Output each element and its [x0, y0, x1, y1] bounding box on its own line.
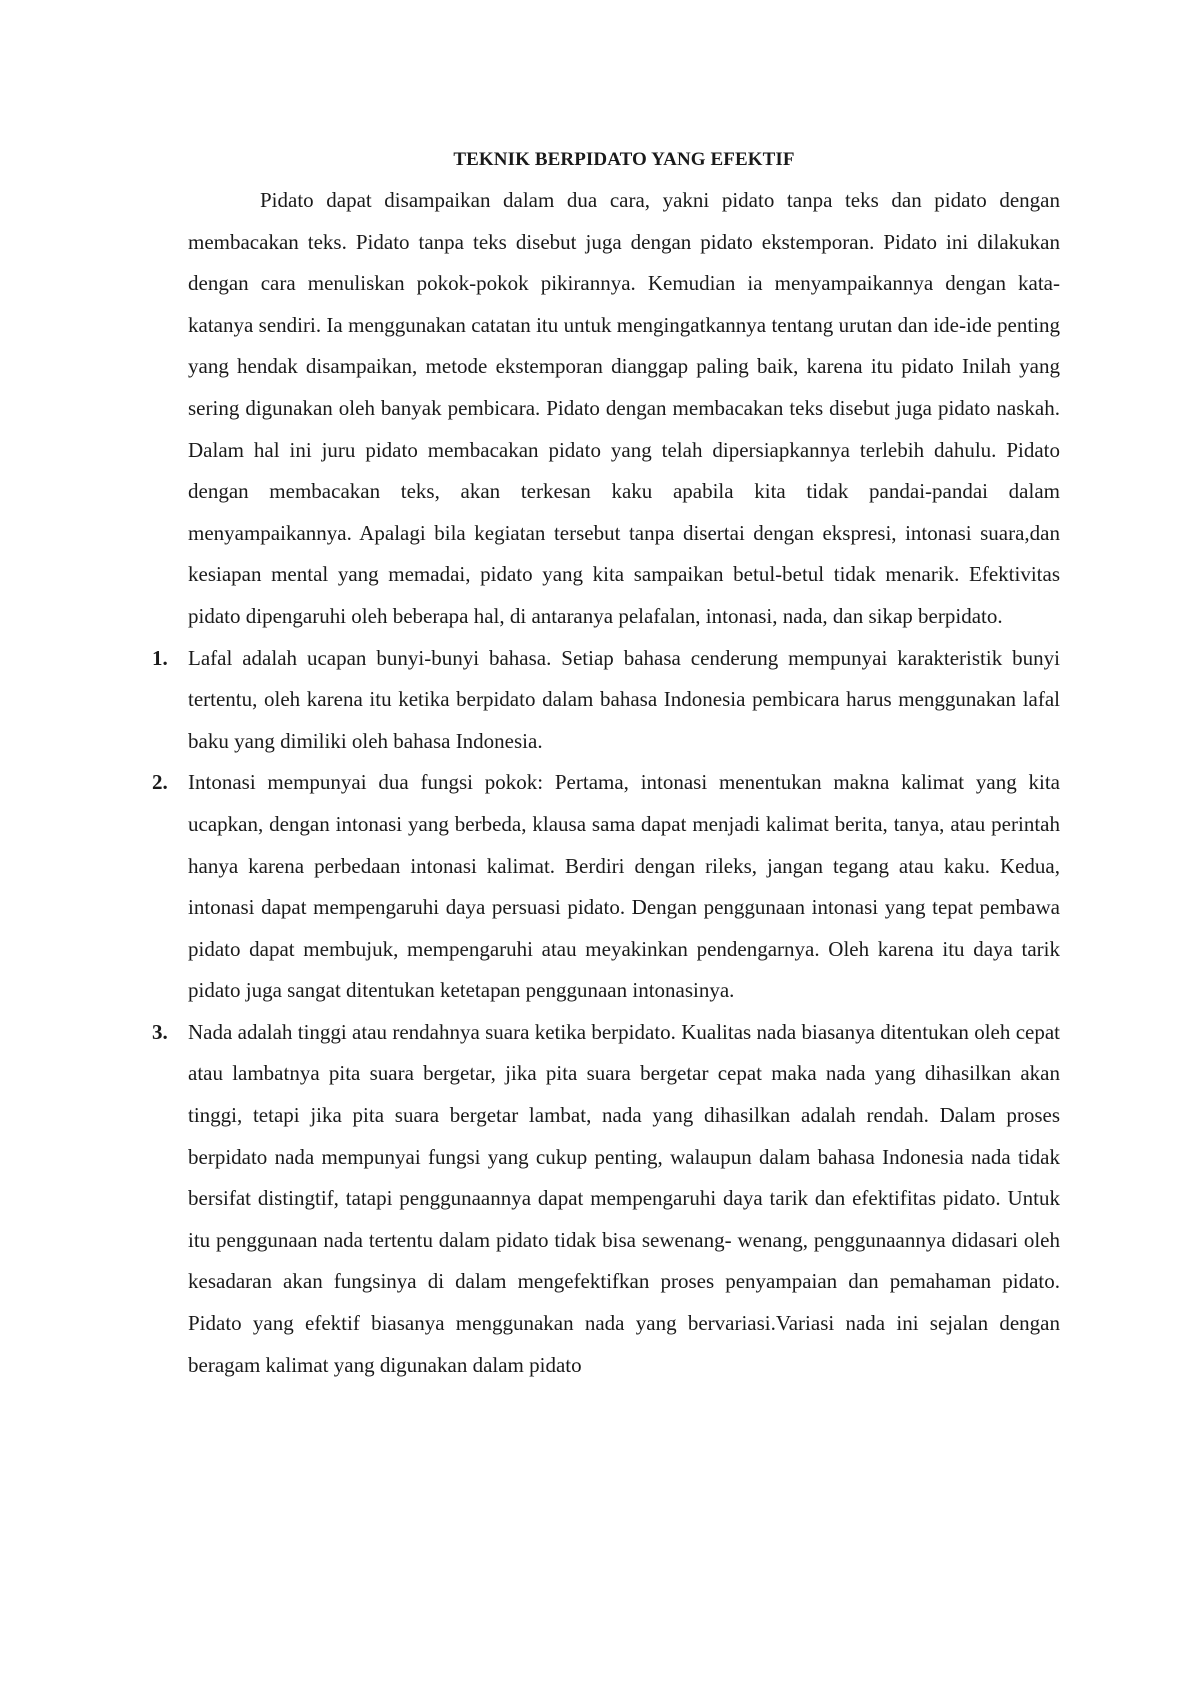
- list-item: [152, 638, 1060, 763]
- list-item-number: 3.: [152, 1019, 168, 1044]
- numbered-list: [152, 638, 1060, 1387]
- list-item-text: Nada adalah tinggi atau rendahnya suara ketika berpidato. Kualitas nada biasanya ditentukan oleh cepat atau lambatnya pita suara bergetar, jika pita suara bergetar cepat maka nada yang dihasilkan akan tinggi, tetapi jika pita suara bergetar lambat, nada yang dihasilkan adalah rendah. Dalam proses berpidato nada mempunyai fungsi yang cukup penting, walaupun dalam bahasa Indonesia nada tidak bersifat distingtif, tatapi penggunaannya dapat mempengaruhi daya tarik dan efektifitas pidato. Untuk itu penggunaan nada tertentu dalam pidato tidak bisa sewenang- wenang, penggunaannya didasari oleh kesadaran akan fungsinya di dalam mengefektifkan proses penyampaian dan pemahaman pidato. Pidato yang efektif biasanya menggunakan nada yang bervariasi.Variasi nada ini sejalan dengan beragam kalimat yang digunakan dalam pidato: [188, 1019, 1060, 1377]
- document-title: TEKNIK BERPIDATO YANG EFEKTIF: [453, 149, 795, 170]
- intro-paragraph: Pidato dapat disampaikan dalam dua cara, yakni pidato tanpa teks dan pidato dengan membacakan teks. Pidato tanpa teks disebut juga dengan pidato ekstemporan. Pidato ini dilakukan dengan cara menuliskan pokok-pokok pikirannya. Kemudian ia menyampaikannya dengan kata-katanya sendiri. Ia menggunakan catatan itu untuk mengingatkannya tentang urutan dan ide-ide penting yang hendak disampaikan, metode ekstemporan dianggap paling baik, karena itu pidato Inilah yang sering digunakan oleh banyak pembicara. Pidato dengan membacakan teks disebut juga pidato naskah. Dalam hal ini juru pidato membacakan pidato yang telah dipersiapkannya terlebih dahulu. Pidato dengan membacakan teks, akan terkesan kaku apabila kita tidak pandai-pandai dalam menyampaikannya. Apalagi bila kegiatan tersebut tanpa disertai dengan ekspresi, intonasi suara,dan kesiapan mental yang memadai, pidato yang kita sampaikan betul-betul tidak menarik. Efektivitas pidato dipengaruhi oleh beberapa hal, di antaranya pelafalan, intonasi, nada, dan sikap berpidato.: [188, 188, 1060, 628]
- list-item-text: Intonasi mempunyai dua fungsi pokok: Pertama, intonasi menentukan makna kalimat yang kita ucapkan, dengan intonasi yang berbeda, klausa sama dapat menjadi kalimat berita, tanya, atau perintah hanya karena perbedaan intonasi kalimat. Berdiri dengan rileks, jangan tegang atau kaku. Kedua, intonasi dapat mempengaruhi daya persuasi pidato. Dengan penggunaan intonasi yang tepat pembawa pidato dapat membujuk, mempengaruhi atau meyakinkan pendengarnya. Oleh karena itu daya tarik pidato juga sangat ditentukan ketetapan penggunaan intonasinya.: [188, 770, 1060, 1003]
- list-item-number: 2.: [152, 770, 168, 795]
- list-item: [152, 762, 1060, 1012]
- list-item: [152, 1012, 1060, 1386]
- list-item-number: 1.: [152, 645, 168, 670]
- document-body: [152, 140, 1060, 1386]
- list-item-text: Lafal adalah ucapan bunyi-bunyi bahasa. Setiap bahasa cenderung mempunyai karakteristik bunyi tertentu, oleh karena itu ketika berpidato dalam bahasa Indonesia pembicara harus menggunakan lafal baku yang dimiliki oleh bahasa Indonesia.: [188, 645, 1060, 753]
